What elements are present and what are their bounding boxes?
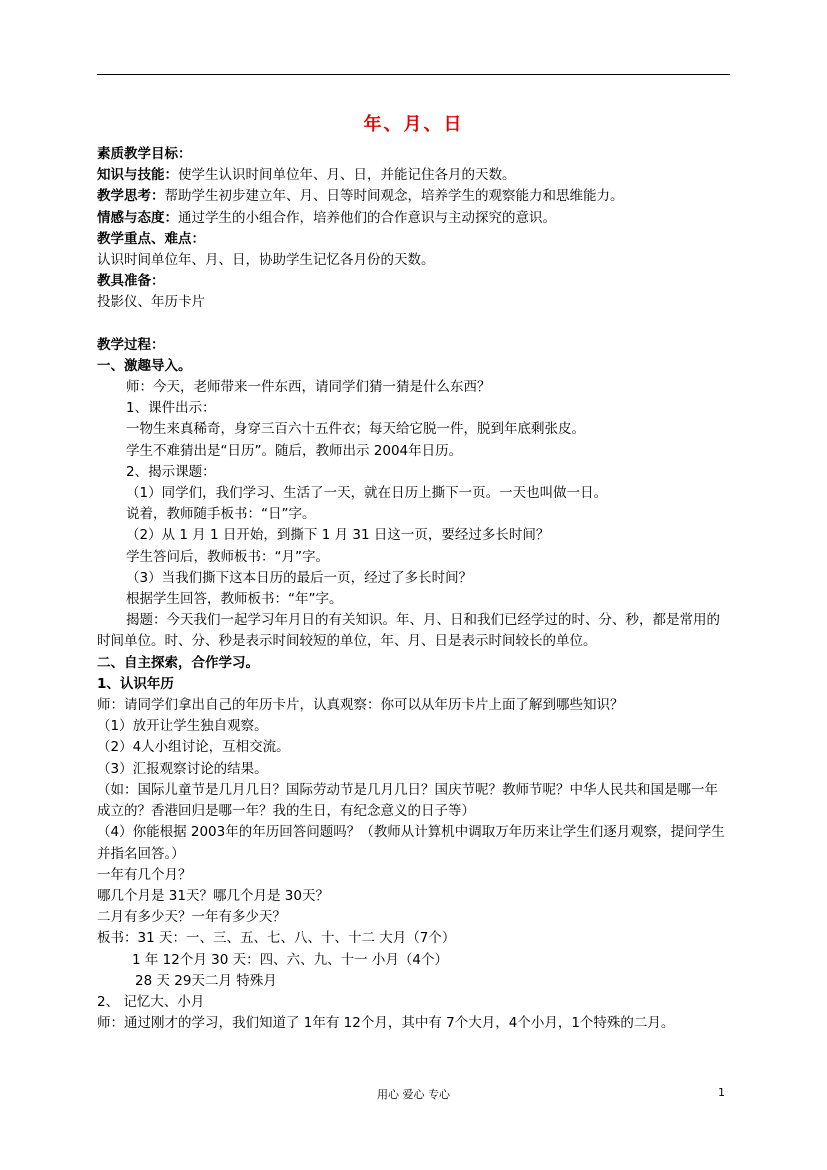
tools-heading: 教具准备： — [97, 273, 165, 290]
part2-example: （如：国际儿童节是几月几日？国际劳动节是几月几日？国庆节呢？教师节呢？中华人民共和国是哪一年成立的？香港回归是哪一年？我的生日，有纪念意义的日子等） — [97, 781, 718, 820]
part1-line: （1）同学们，我们学习、生活了一天，就在日历上撕下一页。一天也叫做一日。 — [126, 485, 608, 502]
page-title: 年、月、日 — [363, 114, 464, 135]
header-rule — [97, 74, 730, 75]
part1-line: 2、揭示课题： — [126, 463, 216, 480]
goals-heading: 素质教学目标： — [97, 146, 192, 162]
key-heading: 教学重点、难点： — [97, 230, 205, 247]
page-number: 1 — [718, 1086, 725, 1099]
process-heading: 教学过程： — [97, 336, 165, 353]
footer-text: 用心 爱心 专心 — [377, 1088, 450, 1101]
part1-line: 根据学生回答，教师板书：“年”字。 — [126, 591, 343, 608]
part1-heading: 一、激趣导入。 — [97, 357, 192, 374]
part2-q4: （4）你能根据 2003年的年历回答问题吗？（教师从计算机中调取万年历来让学生们逐月观察，提问学生并指名回答。） — [97, 824, 725, 862]
part1-line: （2）从 1 月 1 日开始，到撕下 1 月 31 日这一页，要经过多长时间？ — [126, 527, 550, 544]
part2-line: （2）4人小组讨论，互相交流。 — [97, 739, 290, 756]
knowledge-text: 使学生认识时间单位年、月、日，并能记住各月的天数。 — [178, 167, 516, 184]
key-text: 认识时间单位年、月、日，协助学生记忆各月份的天数。 — [97, 252, 435, 269]
part2-heading: 二、自主探索，合作学习。 — [97, 654, 259, 671]
emotion-line — [97, 208, 731, 229]
board-line: 28 天 29天二月 特殊月 — [135, 972, 277, 989]
part2-line: 师：请同学们拿出自己的年历卡片，认真观察：你可以从年历卡片上面了解到哪些知识？ — [97, 697, 624, 714]
part1-line: 学生不难猜出是“日历”。随后，教师出示 2004年日历。 — [126, 442, 463, 459]
thinking-text: 帮助学生初步建立年、月、日等时间观念，培养学生的观察能力和思维能力。 — [164, 188, 624, 205]
board-line: 板书：31 天：一、三、五、七、八、十、十二 大月（7个） — [97, 930, 456, 947]
part2-sub2: 2、 记忆大、小月 — [97, 993, 205, 1010]
question-line: 哪几个月是 31天？哪几个月是 30天？ — [97, 887, 329, 904]
question-line: 二月有多少天？一年有多少天？ — [97, 909, 286, 926]
last-line: 师：通过刚才的学习，我们知道了 1年有 12个月，其中有 7个大月，4个小月，1个特殊的二月。 — [97, 1015, 675, 1032]
emotion-label: 情感与态度： — [97, 209, 178, 226]
thinking-line — [97, 186, 731, 207]
part2-line: （3）汇报观察讨论的结果。 — [97, 760, 268, 777]
question-line: 一年有几个月？ — [97, 866, 192, 883]
part1-line: 1、课件出示： — [126, 400, 216, 417]
knowledge-label: 知识与技能： — [97, 167, 178, 184]
part2-line: （1）放开让学生独自观察。 — [97, 718, 268, 735]
part1-line: 师：今天，老师带来一件东西，请同学们猜一猜是什么东西？ — [126, 379, 491, 396]
part1-line: 学生答问后，教师板书：“月”字。 — [126, 548, 329, 565]
part1-summary: 揭题：今天我们一起学习年月日的有关知识。年、月、日和我们已经学过的时、分、秒，都是常用的时间单位。时、分、秒是表示时间较短的单位，年、月、日是表示时间较长的单位。 — [97, 612, 720, 650]
part1-line: （3）当我们撕下这本日历的最后一页，经过了多长时间？ — [126, 569, 473, 586]
part2-sub1: 1、认识年历 — [97, 675, 174, 692]
document-body — [97, 144, 731, 1034]
board-line: 1 年 12个月 30 天：四、六、九、十一 小月（4个） — [132, 951, 448, 968]
tools-text: 投影仪、年历卡片 — [97, 294, 205, 311]
knowledge-line — [97, 165, 731, 186]
part1-line: 说着，教师随手板书：“日”字。 — [126, 506, 316, 523]
emotion-text: 通过学生的小组合作，培养他们的合作意识与主动探究的意识。 — [178, 209, 556, 226]
thinking-label: 教学思考： — [97, 188, 165, 205]
part1-line: 一物生来真稀奇，身穿三百六十五件衣；每天给它脱一件，脱到年底剩张皮。 — [126, 421, 585, 438]
spacer — [97, 314, 731, 335]
